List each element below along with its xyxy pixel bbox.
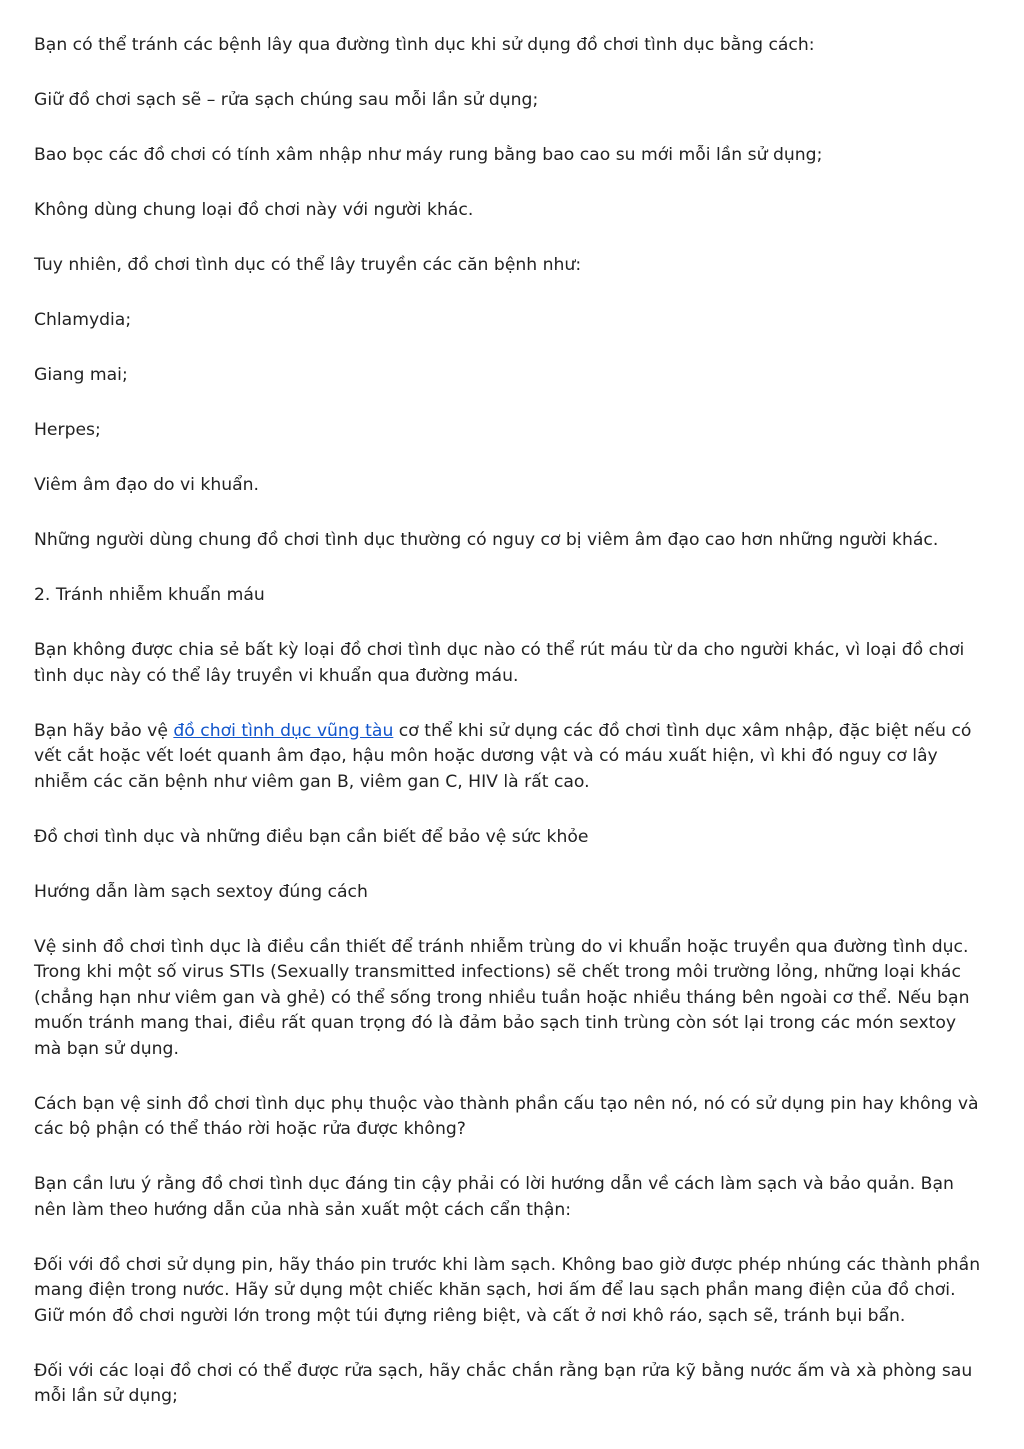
disease-item: Giang mai; bbox=[34, 365, 128, 385]
tip-item: Giữ đồ chơi sạch sẽ – rửa sạch chúng sau mỗi lần sử dụng; bbox=[34, 90, 539, 110]
diseases-intro: Tuy nhiên, đồ chơi tình dục có thể lây truyền các căn bệnh như: bbox=[34, 255, 582, 275]
tip-item: Không dùng chung loại đồ chơi này với người khác. bbox=[34, 200, 474, 220]
disease-item: Viêm âm đạo do vi khuẩn. bbox=[34, 475, 260, 495]
vaginitis-note: Những người dùng chung đồ chơi tình dục thường có nguy cơ bị viêm âm đạo cao hơn những người khác. bbox=[34, 530, 939, 550]
method-paragraph: Cách bạn vệ sinh đồ chơi tình dục phụ thuộc vào thành phần cấu tạo nên nó, nó có sử dụng pin hay không và các bộ phận có thể tháo rời hoặc rửa được không? bbox=[34, 1093, 979, 1139]
section-2-heading: 2. Tránh nhiễm khuẩn máu bbox=[34, 585, 265, 605]
disease-item: Chlamydia; bbox=[34, 310, 132, 330]
protect-paragraph bbox=[34, 719, 986, 796]
tip-item: Bao bọc các đồ chơi có tính xâm nhập như máy rung bằng bao cao su mới mỗi lần sử dụng; bbox=[34, 145, 823, 165]
section-2-paragraph: Bạn không được chia sẻ bất kỳ loại đồ chơi tình dục nào có thể rút máu từ da cho người khác, vì loại đồ chơi tình dục này có thể lây truyền vi khuẩn qua đường máu. bbox=[34, 640, 965, 686]
protect-text-after: cơ thể khi sử dụng các đồ chơi tình dục xâm nhập, đặc biệt nếu có vết cắt hoặc vết loét quanh âm đạo, hậu môn hoặc dương vật và có máu xuất hiện, vì khi đó nguy cơ lây nhiễm các căn bệnh như viêm gan B, viêm gan C, HIV là rất cao. bbox=[34, 720, 972, 792]
intro-paragraph: Bạn có thể tránh các bệnh lây qua đường tình dục khi sử dụng đồ chơi tình dục bằng cách: bbox=[34, 35, 815, 55]
battery-paragraph: Đối với đồ chơi sử dụng pin, hãy tháo pin trước khi làm sạch. Không bao giờ được phép nhúng các thành phần mang điện trong nước. Hãy sử dụng một chiếc khăn sạch, hơi ấm để lau sạch phần mang điện của đồ chơi. Giữ món đồ chơi người lớn trong một túi đựng riêng biệt, và cất ở nơi khô ráo, sạch sẽ, tránh bụi bẩn. bbox=[34, 1254, 981, 1326]
cleaning-heading: Hướng dẫn làm sạch sextoy đúng cách bbox=[34, 881, 368, 902]
cleaning-paragraph: Vệ sinh đồ chơi tình dục là điều cần thiết để tránh nhiễm trùng do vi khuẩn hoặc truyền qua đường tình dục. Trong khi một số virus STIs (Sexually transmitted infections) sẽ chết trong môi trường lỏng, những loại khác (chẳng hạn như viêm gan và ghẻ) có thể sống trong nhiều tuần hoặc nhiều tháng bên ngoài cơ thể. Nếu bạn muốn tránh mang thai, điều rất quan trọng đó là đảm bảo sạch tinh trùng còn sót lại trong các món sextoy mà bạn sử dụng. bbox=[34, 936, 970, 1059]
article-subtitle: Đồ chơi tình dục và những điều bạn cần biết để bảo vệ sức khỏe bbox=[34, 826, 589, 847]
sex-toy-vung-tau-link[interactable]: đồ chơi tình dục vũng tàu bbox=[173, 720, 394, 741]
disease-item: Herpes; bbox=[34, 420, 101, 440]
protect-text-before: Bạn hãy bảo vệ bbox=[34, 720, 174, 741]
note-paragraph: Bạn cần lưu ý rằng đồ chơi tình dục đáng tin cậy phải có lời hướng dẫn về cách làm sạch và bảo quản. Bạn nên làm theo hướng dẫn của nhà sản xuất một cách cẩn thận: bbox=[34, 1174, 954, 1220]
washable-paragraph: Đối với các loại đồ chơi có thể được rửa sạch, hãy chắc chắn rằng bạn rửa kỹ bằng nước ấm và xà phòng sau mỗi lần sử dụng; bbox=[34, 1360, 973, 1406]
